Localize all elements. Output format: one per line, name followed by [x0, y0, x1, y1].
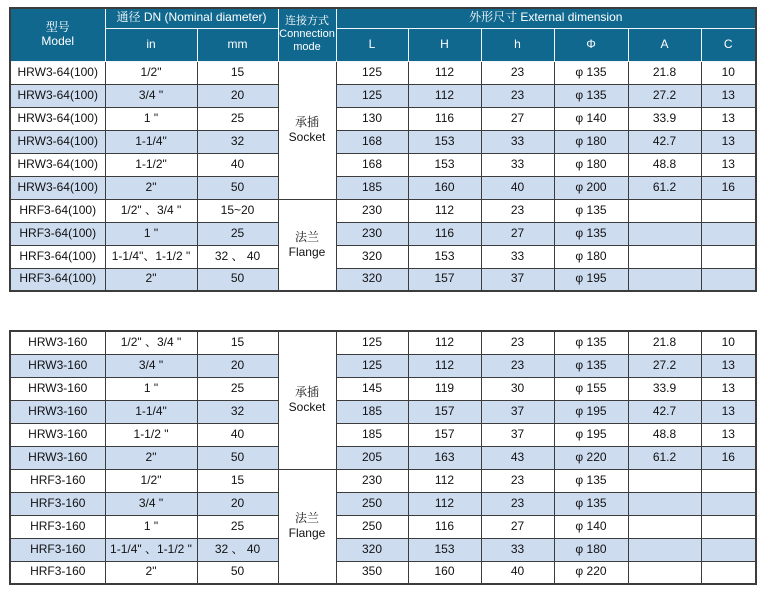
dn-mm-cell: 40	[197, 423, 278, 446]
model-cell: HRF3-160	[10, 515, 105, 538]
dn-in-cell: 1-1/4"、1-1/2 "	[105, 245, 197, 268]
dn-in-cell: 1-1/4" 、1-1/2 "	[105, 538, 197, 561]
model-cell: HRF3-64(100)	[10, 268, 105, 291]
connection-zh: 承插	[294, 115, 319, 129]
dim-l-cell: 125	[336, 84, 408, 107]
table-header	[10, 8, 756, 61]
dn-in-cell: 1-1/2"	[105, 153, 197, 176]
dim-phi-cell: φ 180	[554, 153, 628, 176]
model-cell: HRF3-160	[10, 538, 105, 561]
header-row-top	[10, 8, 756, 28]
dim-l-cell: 130	[336, 107, 408, 130]
dn-in-cell: 2"	[105, 446, 197, 469]
dim-h-small-cell: 27	[481, 515, 554, 538]
connection-en: Flange	[288, 244, 326, 259]
dim-a-cell	[628, 268, 701, 291]
dim-h-cell: 153	[408, 245, 481, 268]
dim-phi-cell: φ 155	[554, 377, 628, 400]
dim-a-cell: 48.8	[628, 153, 701, 176]
dim-a-cell	[628, 469, 701, 492]
dim-phi-cell: φ 195	[554, 400, 628, 423]
model-cell: HRF3-160	[10, 561, 105, 584]
dim-phi-cell: φ 135	[554, 199, 628, 222]
dim-h-cell: 116	[408, 107, 481, 130]
dim-phi-cell: φ 135	[554, 331, 628, 354]
dim-l-cell: 230	[336, 222, 408, 245]
dim-l-cell: 230	[336, 469, 408, 492]
model-cell: HRW3-64(100)	[10, 107, 105, 130]
table-body-hrw3-64-100	[10, 61, 756, 291]
dn-in-cell: 1-1/2 "	[105, 423, 197, 446]
dim-a-cell: 33.9	[628, 107, 701, 130]
dn-in-cell: 1 "	[105, 222, 197, 245]
dim-h-cell: 119	[408, 377, 481, 400]
dim-h-small-cell: 23	[481, 331, 554, 354]
model-cell: HRW3-160	[10, 377, 105, 400]
dim-c-cell	[701, 492, 756, 515]
connection-mode-cell	[278, 331, 336, 469]
dim-l-cell: 350	[336, 561, 408, 584]
dim-c-cell	[701, 222, 756, 245]
table-row	[10, 377, 756, 400]
dim-l-cell: 205	[336, 446, 408, 469]
dim-h-cell: 163	[408, 446, 481, 469]
dim-phi-cell: φ 135	[554, 84, 628, 107]
table-row	[10, 515, 756, 538]
spec-table-hrw3-160	[9, 330, 757, 585]
dn-mm-cell: 15	[197, 61, 278, 84]
dim-h-small-cell: 33	[481, 538, 554, 561]
dim-c-cell	[701, 538, 756, 561]
dim-l-cell: 320	[336, 245, 408, 268]
dn-in-cell: 2"	[105, 561, 197, 584]
dim-a-cell	[628, 538, 701, 561]
dn-in-cell: 3/4 "	[105, 354, 197, 377]
dim-h-cell: 112	[408, 331, 481, 354]
dn-mm-cell: 25	[197, 377, 278, 400]
header-col-a: A	[628, 28, 701, 61]
table-row	[10, 245, 756, 268]
dim-phi-cell: φ 200	[554, 176, 628, 199]
dim-h-small-cell: 23	[481, 61, 554, 84]
dim-h-small-cell: 33	[481, 153, 554, 176]
dim-h-cell: 153	[408, 538, 481, 561]
dim-h-small-cell: 23	[481, 469, 554, 492]
table-row	[10, 446, 756, 469]
connection-mode-cell	[278, 61, 336, 199]
dim-h-small-cell: 27	[481, 222, 554, 245]
table-row	[10, 400, 756, 423]
connection-en: Flange	[288, 526, 326, 541]
dim-a-cell: 21.8	[628, 61, 701, 84]
dn-in-cell: 1/2" 、3/4 "	[105, 331, 197, 354]
dn-in-cell: 2"	[105, 268, 197, 291]
dim-phi-cell: φ 135	[554, 222, 628, 245]
spec-table-hrw3-64-100	[9, 7, 757, 292]
dim-c-cell: 13	[701, 400, 756, 423]
dim-h-small-cell: 30	[481, 377, 554, 400]
dim-phi-cell: φ 180	[554, 538, 628, 561]
dn-in-cell: 1-1/4"	[105, 400, 197, 423]
table-row	[10, 268, 756, 291]
dim-h-small-cell: 33	[481, 130, 554, 153]
dn-mm-cell: 15~20	[197, 199, 278, 222]
dim-l-cell: 320	[336, 268, 408, 291]
dim-phi-cell: φ 195	[554, 423, 628, 446]
dn-mm-cell: 32 、 40	[197, 538, 278, 561]
dim-c-cell: 16	[701, 176, 756, 199]
dim-c-cell: 13	[701, 84, 756, 107]
dim-a-cell: 61.2	[628, 176, 701, 199]
dn-mm-cell: 40	[197, 153, 278, 176]
dim-h-cell: 153	[408, 153, 481, 176]
dn-mm-cell: 32	[197, 400, 278, 423]
dim-h-small-cell: 23	[481, 354, 554, 377]
dn-mm-cell: 25	[197, 107, 278, 130]
model-cell: HRW3-64(100)	[10, 153, 105, 176]
dim-h-small-cell: 23	[481, 84, 554, 107]
dim-c-cell	[701, 561, 756, 584]
model-cell: HRW3-64(100)	[10, 84, 105, 107]
dim-h-cell: 112	[408, 354, 481, 377]
dim-h-cell: 157	[408, 400, 481, 423]
dn-mm-cell: 50	[197, 176, 278, 199]
dim-h-cell: 112	[408, 199, 481, 222]
dim-a-cell: 48.8	[628, 423, 701, 446]
dim-h-small-cell: 23	[481, 199, 554, 222]
table-row	[10, 423, 756, 446]
dn-in-cell: 1/2"	[105, 469, 197, 492]
model-cell: HRW3-64(100)	[10, 61, 105, 84]
dim-c-cell	[701, 199, 756, 222]
table-row	[10, 561, 756, 584]
dim-a-cell	[628, 561, 701, 584]
dn-mm-cell: 50	[197, 561, 278, 584]
dim-c-cell	[701, 469, 756, 492]
header-col-h: H	[408, 28, 481, 61]
dim-phi-cell: φ 220	[554, 446, 628, 469]
dim-a-cell: 27.2	[628, 354, 701, 377]
dim-h-small-cell: 37	[481, 400, 554, 423]
connection-zh: 承插	[294, 385, 319, 400]
dn-mm-cell: 25	[197, 222, 278, 245]
dim-l-cell: 185	[336, 423, 408, 446]
header-col-in: in	[105, 28, 197, 61]
dn-in-cell: 3/4 "	[105, 84, 197, 107]
dim-a-cell	[628, 492, 701, 515]
table-row	[10, 469, 756, 492]
dim-l-cell: 168	[336, 153, 408, 176]
table-row	[10, 354, 756, 377]
dim-h-cell: 112	[408, 492, 481, 515]
dim-c-cell: 10	[701, 331, 756, 354]
dim-phi-cell: φ 140	[554, 107, 628, 130]
dim-phi-cell: φ 135	[554, 492, 628, 515]
dim-h-small-cell: 37	[481, 423, 554, 446]
dn-mm-cell: 15	[197, 331, 278, 354]
header-model-en: Model	[41, 33, 75, 48]
header-connection-zh: 连接方式	[285, 14, 329, 27]
table-row	[10, 538, 756, 561]
dim-l-cell: 125	[336, 354, 408, 377]
dim-h-small-cell: 40	[481, 176, 554, 199]
dn-in-cell: 1/2"	[105, 61, 197, 84]
dn-mm-cell: 32	[197, 130, 278, 153]
model-cell: HRW3-160	[10, 446, 105, 469]
header-nominal-diameter: 通径 DN (Nominal diameter)	[105, 8, 278, 28]
dn-in-cell: 3/4 "	[105, 492, 197, 515]
dim-l-cell: 145	[336, 377, 408, 400]
connection-zh: 法兰	[294, 511, 319, 526]
dim-h-cell: 116	[408, 515, 481, 538]
model-cell: HRF3-64(100)	[10, 245, 105, 268]
table-row	[10, 61, 756, 84]
header-model	[10, 8, 105, 61]
table-row	[10, 199, 756, 222]
dim-h-small-cell: 40	[481, 561, 554, 584]
dim-c-cell: 16	[701, 446, 756, 469]
model-cell: HRW3-160	[10, 423, 105, 446]
dim-h-cell: 153	[408, 130, 481, 153]
dn-in-cell: 2"	[105, 176, 197, 199]
dim-h-cell: 157	[408, 423, 481, 446]
connection-en: Socket	[288, 400, 326, 415]
dim-phi-cell: φ 180	[554, 130, 628, 153]
dim-h-cell: 157	[408, 268, 481, 291]
dn-mm-cell: 20	[197, 84, 278, 107]
model-cell: HRW3-160	[10, 354, 105, 377]
connection-mode-cell	[278, 199, 336, 291]
header-col-phi: Φ	[554, 28, 628, 61]
dim-a-cell	[628, 222, 701, 245]
dim-a-cell: 21.8	[628, 331, 701, 354]
header-model-zh: 型号	[45, 19, 70, 34]
table-row	[10, 130, 756, 153]
model-cell: HRW3-64(100)	[10, 176, 105, 199]
dim-phi-cell: φ 140	[554, 515, 628, 538]
table-row	[10, 107, 756, 130]
dn-in-cell: 1/2" 、3/4 "	[105, 199, 197, 222]
model-cell: HRW3-64(100)	[10, 130, 105, 153]
dim-c-cell	[701, 245, 756, 268]
dim-l-cell: 185	[336, 400, 408, 423]
dim-a-cell: 42.7	[628, 130, 701, 153]
dim-c-cell: 13	[701, 423, 756, 446]
dim-c-cell	[701, 515, 756, 538]
dim-c-cell: 13	[701, 130, 756, 153]
dim-c-cell: 13	[701, 377, 756, 400]
model-cell: HRF3-160	[10, 492, 105, 515]
dim-a-cell: 27.2	[628, 84, 701, 107]
table-gap	[9, 292, 765, 330]
dn-mm-cell: 32 、 40	[197, 245, 278, 268]
dim-l-cell: 185	[336, 176, 408, 199]
dn-mm-cell: 20	[197, 354, 278, 377]
dim-h-small-cell: 27	[481, 107, 554, 130]
dim-l-cell: 125	[336, 61, 408, 84]
header-connection-en: Connection mode	[279, 28, 335, 54]
dim-h-cell: 116	[408, 222, 481, 245]
connection-mode-cell	[278, 469, 336, 584]
dim-c-cell	[701, 268, 756, 291]
table-body-hrw3-160	[10, 331, 756, 584]
dim-c-cell: 13	[701, 354, 756, 377]
dim-l-cell: 250	[336, 515, 408, 538]
connection-en: Socket	[288, 130, 326, 144]
dn-mm-cell: 15	[197, 469, 278, 492]
dn-mm-cell: 20	[197, 492, 278, 515]
header-connection-mode	[278, 8, 336, 61]
dim-a-cell: 61.2	[628, 446, 701, 469]
dim-h-cell: 160	[408, 561, 481, 584]
dim-a-cell	[628, 245, 701, 268]
dim-l-cell: 125	[336, 331, 408, 354]
dim-c-cell: 13	[701, 107, 756, 130]
dim-l-cell: 250	[336, 492, 408, 515]
table-row	[10, 84, 756, 107]
dim-a-cell: 42.7	[628, 400, 701, 423]
dim-phi-cell: φ 135	[554, 61, 628, 84]
dim-phi-cell: φ 135	[554, 469, 628, 492]
dim-phi-cell: φ 135	[554, 354, 628, 377]
header-col-h-small: h	[481, 28, 554, 61]
dn-in-cell: 1 "	[105, 107, 197, 130]
dim-l-cell: 320	[336, 538, 408, 561]
model-cell: HRW3-160	[10, 400, 105, 423]
dim-phi-cell: φ 195	[554, 268, 628, 291]
dn-mm-cell: 25	[197, 515, 278, 538]
dim-h-cell: 112	[408, 61, 481, 84]
dim-l-cell: 230	[336, 199, 408, 222]
header-external-dimension: 外形尺寸 External dimension	[336, 8, 756, 28]
dn-in-cell: 1 "	[105, 515, 197, 538]
dim-l-cell: 168	[336, 130, 408, 153]
model-cell: HRW3-160	[10, 331, 105, 354]
header-col-c: C	[701, 28, 756, 61]
dim-c-cell: 13	[701, 153, 756, 176]
dim-phi-cell: φ 220	[554, 561, 628, 584]
dim-h-small-cell: 43	[481, 446, 554, 469]
model-cell: HRF3-64(100)	[10, 199, 105, 222]
dn-mm-cell: 50	[197, 268, 278, 291]
header-row-bottom	[10, 28, 756, 61]
dim-a-cell	[628, 515, 701, 538]
dim-h-small-cell: 37	[481, 268, 554, 291]
dn-mm-cell: 50	[197, 446, 278, 469]
table-row	[10, 222, 756, 245]
connection-zh: 法兰	[294, 229, 319, 244]
table-row	[10, 331, 756, 354]
dn-in-cell: 1 "	[105, 377, 197, 400]
dim-c-cell: 10	[701, 61, 756, 84]
model-cell: HRF3-160	[10, 469, 105, 492]
table-row	[10, 176, 756, 199]
dn-in-cell: 1-1/4"	[105, 130, 197, 153]
dim-h-cell: 112	[408, 84, 481, 107]
dim-phi-cell: φ 180	[554, 245, 628, 268]
dim-h-small-cell: 23	[481, 492, 554, 515]
table-row	[10, 492, 756, 515]
table-row	[10, 153, 756, 176]
model-cell: HRF3-64(100)	[10, 222, 105, 245]
dim-h-cell: 160	[408, 176, 481, 199]
dim-a-cell	[628, 199, 701, 222]
dim-a-cell: 33.9	[628, 377, 701, 400]
header-col-mm: mm	[197, 28, 278, 61]
header-col-l: L	[336, 28, 408, 61]
dim-h-cell: 112	[408, 469, 481, 492]
dim-h-small-cell: 33	[481, 245, 554, 268]
